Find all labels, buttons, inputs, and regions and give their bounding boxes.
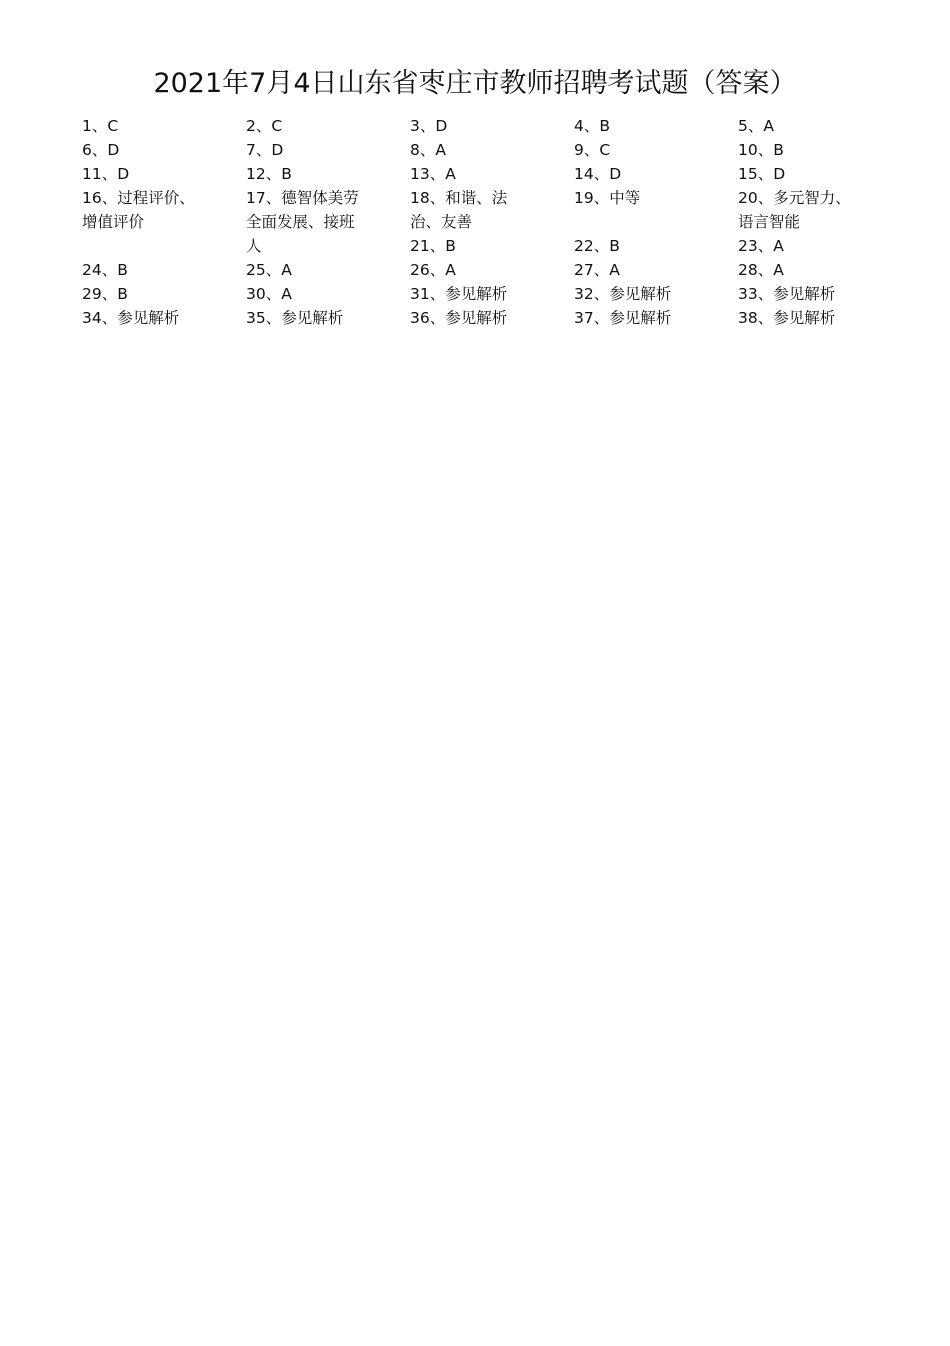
answer-grid [82,114,902,330]
answer-item: 35、参见解析 [246,309,344,327]
answer-item: 10、B [738,141,784,159]
answer-row [82,306,902,330]
answer-item: 33、参见解析 [738,285,836,303]
answer-item: 6、D [82,141,120,159]
answer-item: 1、C [82,117,119,135]
answer-item: 8、A [410,141,446,159]
answer-row [82,138,902,162]
answer-item: 32、参见解析 [574,285,672,303]
answer-row [82,186,902,258]
answer-item: 7、D [246,141,284,159]
answer-item: 19、中等 22、B [574,189,641,255]
answer-row [82,162,902,186]
page-title: 2021年7月4日山东省枣庄市教师招聘考试题（答案） [153,68,797,99]
answer-item: 15、D [738,165,786,183]
answer-row [82,282,902,306]
answer-item: 14、D [574,165,622,183]
answer-item: 4、B [574,117,610,135]
answer-item: 9、C [574,141,611,159]
answer-item: 24、B [82,261,128,279]
answer-row [82,114,902,138]
answer-item: 29、B [82,285,128,303]
answer-item: 25、A [246,261,292,279]
answer-item: 37、参见解析 [574,309,672,327]
answer-item: 11、D [82,165,130,183]
answer-item: 12、B [246,165,292,183]
answer-item: 34、参见解析 [82,309,180,327]
answer-item: 28、A [738,261,784,279]
answer-item: 18、和谐、法 治、友善 21、B [410,189,508,255]
answer-item: 5、A [738,117,774,135]
answer-item: 27、A [574,261,620,279]
answer-item: 26、A [410,261,456,279]
answer-item: 2、C [246,117,283,135]
answer-item: 20、多元智力、 语言智能 23、A [738,189,851,255]
answer-item: 38、参见解析 [738,309,836,327]
answer-item: 3、D [410,117,448,135]
answer-item: 17、德智体美劳 全面发展、接班 人 [246,189,359,255]
answer-item: 16、过程评价、 增值评价 [82,189,195,231]
answer-item: 13、A [410,165,456,183]
answer-item: 30、A [246,285,292,303]
answer-item: 36、参见解析 [410,309,508,327]
answer-item: 31、参见解析 [410,285,508,303]
answer-row [82,258,902,282]
